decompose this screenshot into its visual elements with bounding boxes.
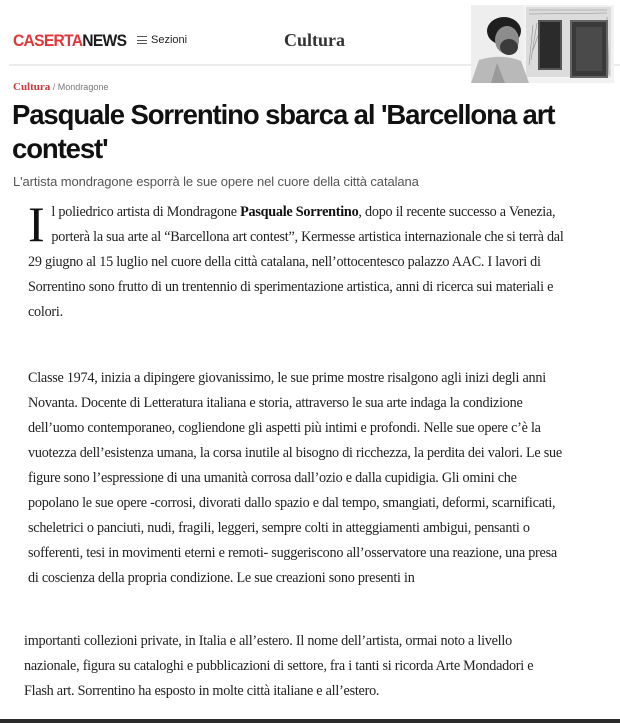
article-paragraph-2: Classe 1974, inizia a dipingere giovanissimo, le sue prime mostre risalgono agli inizi degli anni Novanta. Docente di Letteratura italiana e storia, attraverso le sua arte indaga la condizione dell’uomo contemporaneo, cogliendone gli aspetti più intimi e profondi. Nelle sue opere c’è la vuotezza dell’esistenza umana, la corsa inutile al bisogno di ricchezza, la perdita dei valori. Le sue figure sono l’espressione di una umanità corrosa dall’ozio e dalla cupidigia. Gli omini che popolano le sue opere -corrosi, divorati dallo spazio e dal tempo, smangiati, deformi, scarnificati, scheletrici o panciuti, nudi, fragili, leggeri, sempre colti in atteggiamenti ambigui, pensanti o sofferenti, tesi in movimenti eterni e remoti- suggeriscono all’osservatore una reazione, una presa di coscienza della propria condizione. Le sue creazioni sono presenti in <box>28 370 562 586</box>
artist-photo <box>471 5 614 83</box>
bottom-border <box>0 719 620 723</box>
breadcrumb <box>13 81 108 93</box>
breadcrumb-location[interactable]: Mondragone <box>57 82 109 92</box>
breadcrumb-separator: / <box>50 82 58 92</box>
article-paragraph-3: importanti collezioni private, in Italia e all’estero. Il nome dell’artista, ormai noto a livello nazionale, figura su cataloghi e pubblicazioni di settore, fra i tanti si ricorda Arte Mondadori e Flash art. Sorrentino ha esposto in molte città italiane e all’estero. <box>24 633 534 699</box>
drop-cap: I <box>28 196 45 252</box>
logo-news: NEWS <box>82 31 127 50</box>
site-logo[interactable] <box>13 32 126 50</box>
article-paragraph-1: Il poliedrico artista di Mondragone Pasquale Sorrentino, dopo il recente successo a Venezia, porterà la sua arte al “Barcellona art contest”, Kermesse artistica internazionale che si terrà dal 29 giugno al 15 luglio nel cuore della città catalana, nell’ottocentesco palazzo AAC. I lavori di Sorrentino sono frutto di un trentennio di sperimentazione artistica, anni di ricerca sui materiali e colori. <box>28 196 564 320</box>
logo-caserta: CASERTA <box>13 31 83 50</box>
article-subtitle: L'artista mondragone esporrà le sue opere nel cuore della città catalana <box>13 174 419 189</box>
artist-name: Pasquale Sorrentino <box>240 204 359 220</box>
hamburger-icon <box>137 36 147 44</box>
sections-menu-button[interactable] <box>137 34 187 46</box>
article-headline: Pasquale Sorrentino sbarca al 'Barcellona art contest' <box>12 99 555 164</box>
sections-menu-label: Sezioni <box>151 34 188 46</box>
hero-image[interactable] <box>471 5 614 83</box>
article-body <box>28 196 568 346</box>
section-title[interactable]: Cultura <box>284 30 346 50</box>
breadcrumb-category[interactable]: Cultura <box>13 81 51 93</box>
